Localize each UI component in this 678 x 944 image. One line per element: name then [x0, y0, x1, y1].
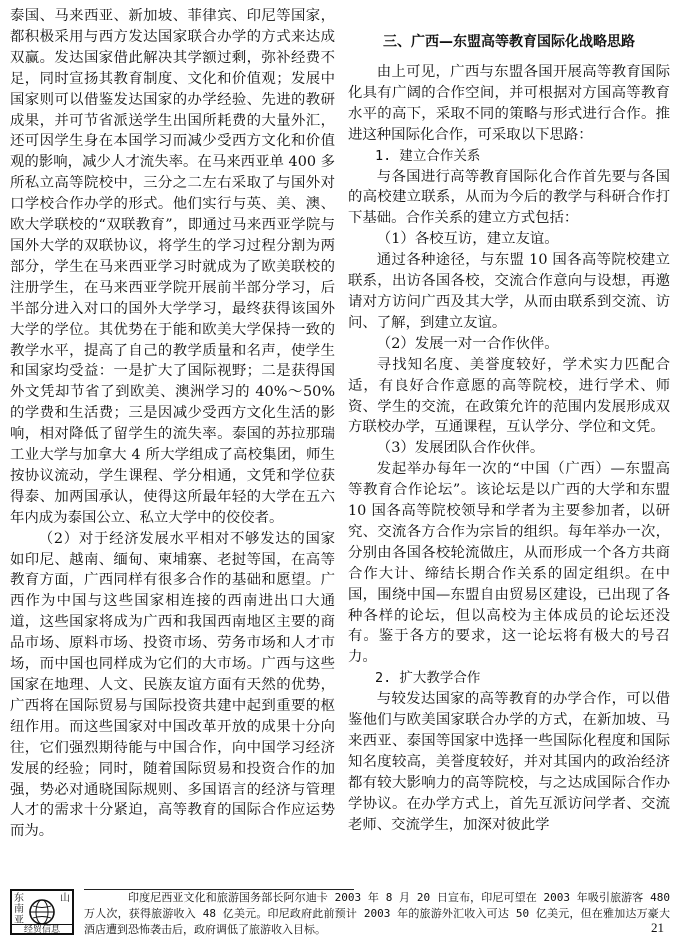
item-title: （1）各校互访，建立友谊。 [376, 231, 559, 248]
logo-left-text: 东南亚 [14, 893, 24, 926]
page-number: 21 [651, 920, 664, 935]
subsection-title: 1. 建立合作关系 [375, 147, 481, 164]
intro-paragraph: 由上可见，广西与东盟各国开展高等教育国际化具有广阔的合作空间，并可根据对方国高等教育水平的高下，采取不同的策略与形式进行合作。推进这种国际化合作，可采取以下思路： [348, 64, 670, 143]
footnote: 印度尼西亚文化和旅游国务部长阿尔迪卡 2003 年 8 月 20 日宣布，印尼可望在 2003 年吸引旅游客 480 万人次，获得旅游收入 48 亿美元。印尼政府此前预计 2003 年的旅游外汇收入可达 50 亿美元，但在雅加达万豪大酒店遭到恐怖袭击后，政府调低了旅游收入目标。 [84, 891, 670, 936]
body-paragraph: 泰国、马来西亚、新加坡、菲律宾、印尼等国家，都积极采用与西方发达国家联合办学的方式来达成双赢。发达国家借此解决其学额过剩，弥补经费不足，同时宣扬其教育制度、文化和价值观；发展中国家则可以借鉴发达国家的办学经验、先进的教研成果，并可节省派送学生出国所耗费的大量外汇，还可因学生身在本国学习而减少受西方文化和价值观的影响，减少人才流失率。在马来西亚单 400 多所私立高等院校中，三分之二左右采取了与国外对口学校合作办学的形式。他们实行与英、美、澳、欧大学联校的“双联教育”，即通过马来西亚学院与国外大学的双联协议，将学生的学习过程分割为两部分，学生在马来西亚学习时就成为了欧美联校的注册学生，在马来西亚学院开展前半部分学习，后半部分进入对口的国外大学学习，最终获得该国外大学的学位。其优势在于能和欧美大学保持一致的教学水平，提高了自己的教学质量和名声，使学生和国家均受益：一是扩大了国际视野；二是获得国外文凭却节省了到欧美、澳洲学习的 40%～50% 的学费和生活费；三是因减少受西方文化生活的影响，相对降低了留学生的流失率。泰国的苏拉那瑞工业大学与加拿大 4 所大学组成了高校集团，师生按协议流动，学生课程、学分相通，文凭和学位获得泰、加两国承认，使得这所最年轻的大学在五六年内成为泰国公立、私立大学中的佼佼者。 [10, 8, 335, 526]
body-paragraph: （2）对于经济发展水平相对不够发达的国家如印尼、越南、缅甸、柬埔寨、老挝等国，在高等教育方面，广西同样有很多合作的基础和愿望。广西作为中国与这些国家相连接的西南进出口大通道，这些国家将成为广西和我国西南地区主要的商品市场、原料市场、投资市场、劳务市场和人才市场，而中国也同样成为它们的大市场。广西与这些国家在地理、人文、民族友谊方面有天然的优势，广西将在国际贸易与国际投资共建中起到重要的枢纽作用。而这些国家对中国改革开放的成果十分向往，它们强烈期待能与中国合作，向中国学习经济发展的经验；同时，随着国际贸易和投资合作的加强，势必对通晓国际规则、多国语言的经济与管理人才的需求十分紧迫，高等教育的国际合作应运势而为。 [10, 530, 335, 840]
item-title: （3）发展团队合作伙伴。 [376, 440, 545, 457]
body-paragraph: 与各国进行高等教育国际化合作首先要与各国的高校建立联系，从而为今后的教学与科研合作打下基础。合作关系的建立方式包括： [348, 168, 670, 227]
body-paragraph: 通过各种途径，与东盟 10 国各高等院校建立联系，出访各国各校，交流合作意向与设想，再邀请对方访问广西及其大学，从而由联系到交流、访问、了解，到建立友谊。 [348, 252, 670, 331]
logo-caption: 经贸信息 [12, 924, 72, 936]
subsection-title: 2. 扩大教学合作 [375, 670, 481, 687]
logo-right-text: 山 [60, 893, 70, 904]
body-paragraph: 寻找知名度、美誉度较好，学术实力匹配合适，有良好合作意愿的高等院校，进行学术、师资、学生的交流，在政策允许的范围内发展形成双方联校办学，互通课程，互认学分、学位和文凭。 [348, 356, 670, 436]
right-column [348, 6, 670, 836]
body-paragraph: 与较发达国家的高等教育的办学合作，可以借鉴他们与欧美国家联合办学的方式，在新加坡、马来西亚、泰国等国家中选择一些国际化程度和国际知名度较高，美誉度较好，并对其国内的政治经济都有较大影响力的高等院校，与之达成国际合作办学协议。在办学方式上，首先互派访问学者、交流老师、交流学生，加深对彼此学 [348, 691, 670, 833]
left-column [10, 6, 335, 842]
body-paragraph: 发起举办每年一次的“中国（广西）—东盟高等教育合作论坛”。该论坛是以广西的大学和东盟 10 国各高等院校领导和学者为主要参加者，以研究、交流各方合作为宗旨的组织。每年举办一次，分别由各国各校轮流做庄，从而形成一个各方共商合作大计、缔结长期合作关系的固定组织。在中国，围绕中国—东盟自由贸易区建设，已出现了各种各样的论坛，但以高校为主体成员的论坛还没有。鉴于各方的要求，这一论坛将有极大的号召力。 [348, 461, 670, 666]
section-heading: 三、广西—东盟高等教育国际化战略思路 [383, 34, 635, 50]
item-title: （2）发展一对一合作伙伴。 [376, 335, 559, 352]
